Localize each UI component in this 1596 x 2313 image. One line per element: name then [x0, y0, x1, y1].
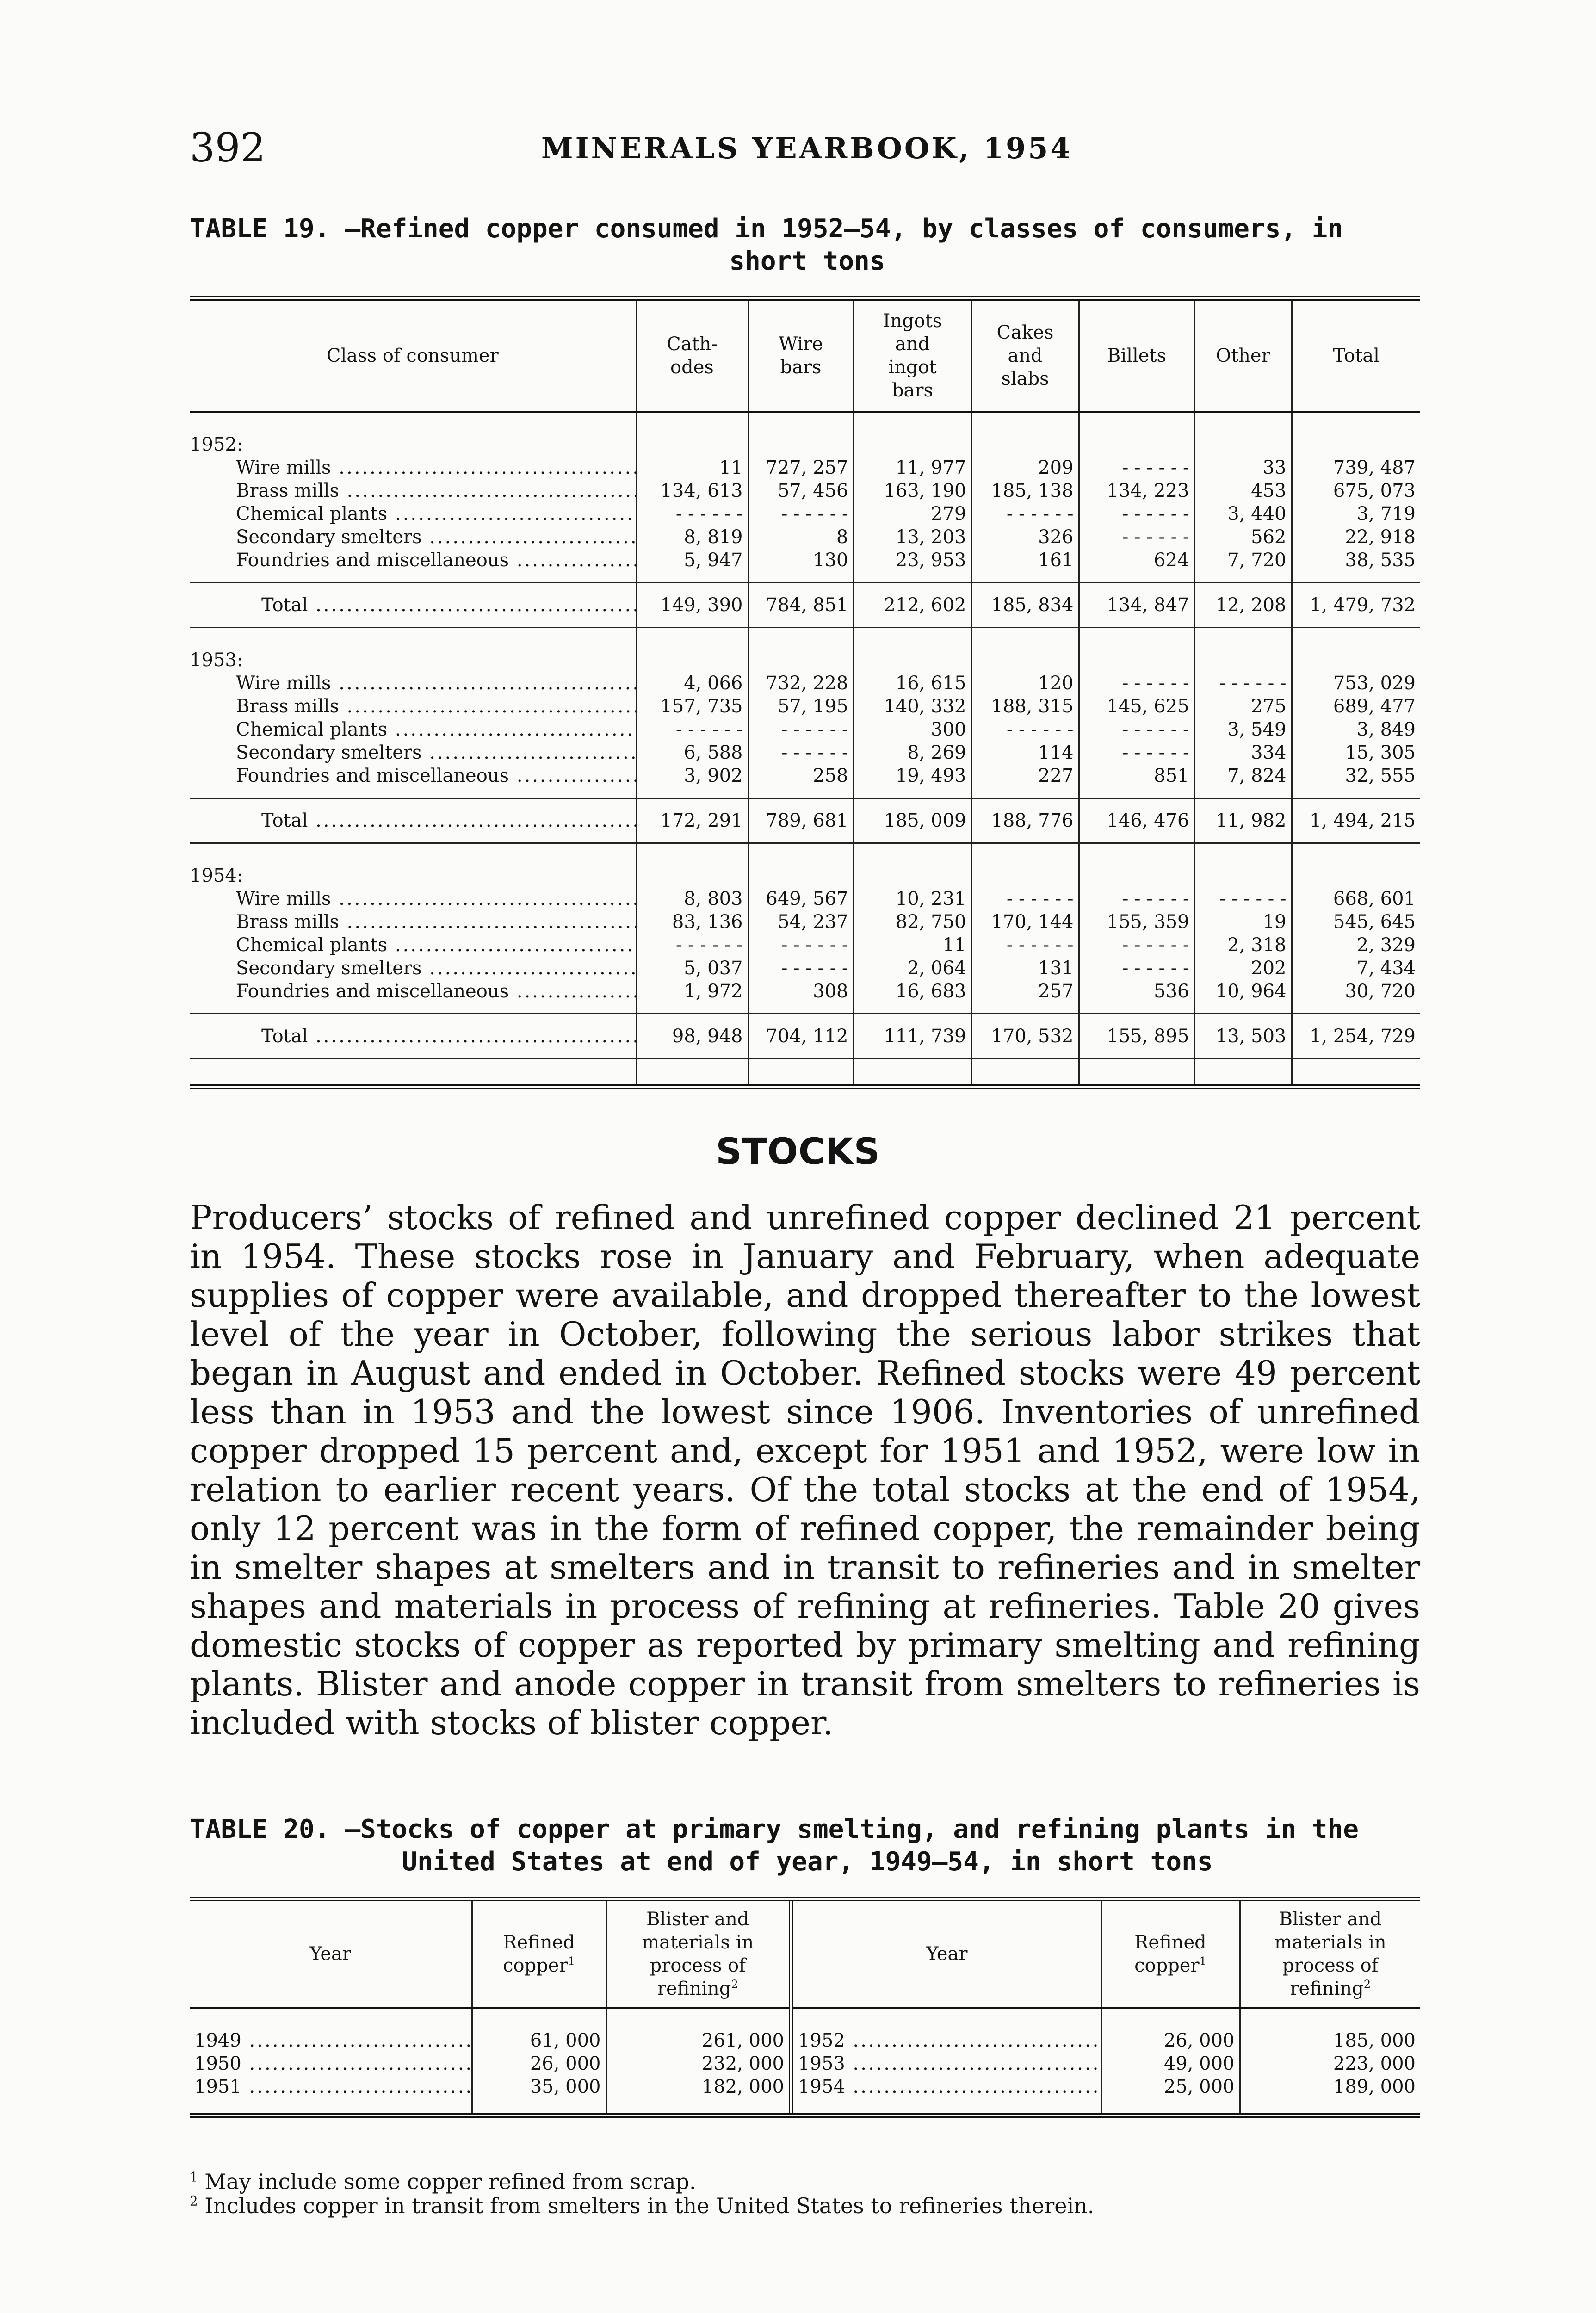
consumer-class: Brass mills ..... [190, 479, 636, 502]
cell-cathodes-blank [636, 934, 748, 957]
cell-other-blank [1194, 672, 1292, 695]
cell-other: 2, 318 [1194, 934, 1292, 957]
cell-total: 739, 487 [1292, 456, 1420, 479]
cell-total: 689, 477 [1292, 695, 1420, 718]
refined-cell: 26, 000 [472, 2052, 606, 2075]
total-cakes: 185, 834 [971, 583, 1079, 628]
total-row [190, 1014, 1420, 1059]
cell-other: 10, 964 [1194, 980, 1292, 1003]
total-total: 1, 479, 732 [1292, 583, 1420, 628]
cell-ingots: 8, 269 [854, 741, 971, 764]
table20-title-line1: —Stocks of copper at primary smelting, and refining plants in the [345, 1814, 1359, 1844]
table19 [190, 296, 1420, 1089]
total-other: 11, 982 [1194, 798, 1292, 843]
page-number: 392 [190, 125, 266, 171]
cell-cakes: 114 [971, 741, 1079, 764]
table-row [190, 456, 1420, 479]
header-cakes: Cakes and slabs [971, 298, 1079, 412]
year-cell: 1951 ..... [190, 2075, 472, 2098]
cell-ingots: 16, 683 [854, 980, 971, 1003]
cell-other: 3, 549 [1194, 718, 1292, 741]
table-row [190, 887, 1420, 910]
cell-ingots: 11, 977 [854, 456, 971, 479]
cell-wire-bars-blank [748, 718, 854, 741]
footnote-1: $^1$ May include some copper refined from scrap. [190, 2169, 696, 2194]
consumer-class: Secondary smelters ..... [190, 741, 636, 764]
refined-cell: 61, 000 [472, 2029, 606, 2052]
footnote-2: $^2$ Includes copper in transit from smelters in the United States to refineries therein. [190, 2193, 1095, 2218]
cell-total: 2, 329 [1292, 934, 1420, 957]
year-label: 1954: [190, 865, 243, 886]
cell-wire-bars: 727, 257 [748, 456, 854, 479]
cell-cathodes: 157, 735 [636, 695, 748, 718]
table19-caption [190, 213, 1425, 278]
total-other: 13, 503 [1194, 1014, 1292, 1059]
table-row [190, 2029, 1420, 2052]
table-row [190, 502, 1420, 526]
blister-cell-right: 223, 000 [1240, 2052, 1420, 2075]
cell-billets-blank [1079, 502, 1194, 526]
cell-ingots: 2, 064 [854, 957, 971, 980]
table-row [190, 2052, 1420, 2075]
cell-cathodes: 6, 588 [636, 741, 748, 764]
year-group-row [190, 649, 1420, 672]
cell-billets-blank [1079, 887, 1194, 910]
cell-billets-blank [1079, 741, 1194, 764]
cell-cathodes: 4, 066 [636, 672, 748, 695]
cell-ingots: 279 [854, 502, 971, 526]
total-ingots: 185, 009 [854, 798, 971, 843]
consumer-class: Foundries and miscellaneous ..... [190, 764, 636, 787]
consumer-class: Chemical plants ..... [190, 718, 636, 741]
header-year-right: Year [791, 1899, 1101, 2008]
total-total: 1, 494, 215 [1292, 798, 1420, 843]
total-label: Total ..... [190, 798, 636, 843]
table-row [190, 549, 1420, 572]
cell-cathodes: 1, 972 [636, 980, 748, 1003]
table20-body [190, 2008, 1420, 2115]
table-row [190, 2075, 1420, 2098]
consumer-class: Chemical plants ..... [190, 502, 636, 526]
cell-ingots: 140, 332 [854, 695, 971, 718]
table-row [190, 718, 1420, 741]
total-billets: 146, 476 [1079, 798, 1194, 843]
cell-wire-bars: 54, 237 [748, 910, 854, 934]
cell-total: 38, 535 [1292, 549, 1420, 572]
table-row [190, 980, 1420, 1003]
running-title: MINERALS YEARBOOK, 1954 [541, 131, 1073, 165]
table20-title-line2: United States at end of year, 1949–54, in short tons [402, 1847, 1213, 1877]
cell-total: 7, 434 [1292, 957, 1420, 980]
cell-billets-blank [1079, 957, 1194, 980]
consumer-class: Wire mills ..... [190, 672, 636, 695]
total-cakes: 170, 532 [971, 1014, 1079, 1059]
cell-other: 562 [1194, 526, 1292, 549]
header-class: Class of consumer [190, 298, 636, 412]
cell-wire-bars: 57, 456 [748, 479, 854, 502]
blister-cell-right: 185, 000 [1240, 2029, 1420, 2052]
cell-total: 3, 849 [1292, 718, 1420, 741]
cell-cakes-blank [971, 934, 1079, 957]
total-ingots: 111, 739 [854, 1014, 971, 1059]
cell-total: 30, 720 [1292, 980, 1420, 1003]
cell-wire-bars: 308 [748, 980, 854, 1003]
cell-cathodes: 5, 037 [636, 957, 748, 980]
cell-wire-bars-blank [748, 741, 854, 764]
table-row [190, 764, 1420, 787]
table20-caption [190, 1813, 1425, 1878]
cell-total: 32, 555 [1292, 764, 1420, 787]
table-row [190, 695, 1420, 718]
total-label: Total ..... [190, 583, 636, 628]
table19-label: TABLE 19. [190, 214, 330, 244]
footnotes [190, 2170, 1420, 2218]
consumer-class: Secondary smelters ..... [190, 957, 636, 980]
header-total: Total [1292, 298, 1420, 412]
consumer-class: Chemical plants ..... [190, 934, 636, 957]
cell-billets: 155, 359 [1079, 910, 1194, 934]
table20-label: TABLE 20. [190, 1814, 330, 1844]
year-cell-right: 1953 ..... [791, 2052, 1101, 2075]
cell-total: 668, 601 [1292, 887, 1420, 910]
cell-cathodes-blank [636, 502, 748, 526]
consumer-class: Wire mills ..... [190, 887, 636, 910]
year-cell-right: 1952 ..... [791, 2029, 1101, 2052]
cell-total: 675, 073 [1292, 479, 1420, 502]
total-cakes: 188, 776 [971, 798, 1079, 843]
cell-cakes: 120 [971, 672, 1079, 695]
cell-total: 3, 719 [1292, 502, 1420, 526]
cell-ingots: 13, 203 [854, 526, 971, 549]
table20 [190, 1897, 1420, 2118]
cell-ingots: 82, 750 [854, 910, 971, 934]
cell-ingots: 19, 493 [854, 764, 971, 787]
total-billets: 134, 847 [1079, 583, 1194, 628]
table-row [190, 741, 1420, 764]
cell-cathodes: 8, 819 [636, 526, 748, 549]
cell-cakes: 257 [971, 980, 1079, 1003]
stocks-paragraph: Producers’ stocks of refined and unrefined copper declined 21 percent in 1954. These stocks rose in January and February, when adequate supplies of copper were available, and dropped thereafter to the lowest level of the year in October, following the serious labor strikes that began in August and ended in October. Refined stocks were 49 percent less than in 1953 and the lowest since 1906. Inventories of unrefined copper dropped 15 percent and, except for 1951 and 1952, were low in relation to earlier recent years. Of the total stocks at the end of 1954, only 12 percent was in the form of refined copper, the remainder being in smelter shapes at smelters and in transit to refineries and in smelter shapes and materials in process of refining at refineries. Table 20 gives domestic stocks of copper as reported by primary smelting and refining plants. Blister and anode copper in transit from smelters to refineries is included with stocks of blister copper. [190, 1198, 1420, 1742]
blister-cell: 261, 000 [606, 2029, 791, 2052]
year-group-row [190, 864, 1420, 887]
cell-billets: 851 [1079, 764, 1194, 787]
cell-other: 3, 440 [1194, 502, 1292, 526]
year-cell-right: 1954 ..... [791, 2075, 1101, 2098]
header-blister-left: Blister and materials in process of refining$^2$ [606, 1899, 791, 2008]
total-label: Total ..... [190, 1014, 636, 1059]
cell-wire-bars: 57, 195 [748, 695, 854, 718]
cell-cakes: 227 [971, 764, 1079, 787]
refined-cell-right: 49, 000 [1101, 2052, 1240, 2075]
cell-billets-blank [1079, 456, 1194, 479]
cell-cathodes: 5, 947 [636, 549, 748, 572]
refined-cell: 35, 000 [472, 2075, 606, 2098]
cell-cathodes-blank [636, 718, 748, 741]
total-wire-bars: 784, 851 [748, 583, 854, 628]
cell-cakes: 209 [971, 456, 1079, 479]
cell-other: 19 [1194, 910, 1292, 934]
header-cathodes: Cath- odes [636, 298, 748, 412]
consumer-class: Foundries and miscellaneous ..... [190, 980, 636, 1003]
cell-ingots: 10, 231 [854, 887, 971, 910]
table19-title-line1: —Refined copper consumed in 1952–54, by classes of consumers, in [345, 214, 1343, 244]
header-blister-right: Blister and materials in process of refining$^2$ [1240, 1899, 1420, 2008]
total-row [190, 798, 1420, 843]
year-label: 1952: [190, 434, 243, 455]
table-row [190, 934, 1420, 957]
cell-other: 334 [1194, 741, 1292, 764]
refined-cell-right: 25, 000 [1101, 2075, 1240, 2098]
cell-billets: 145, 625 [1079, 695, 1194, 718]
cell-cakes: 170, 144 [971, 910, 1079, 934]
header-billets: Billets [1079, 298, 1194, 412]
cell-total: 545, 645 [1292, 910, 1420, 934]
cell-wire-bars: 732, 228 [748, 672, 854, 695]
cell-wire-bars-blank [748, 502, 854, 526]
cell-cakes: 131 [971, 957, 1079, 980]
header-refined-left: Refined copper$^1$ [472, 1899, 606, 2008]
cell-other-blank [1194, 887, 1292, 910]
cell-billets-blank [1079, 672, 1194, 695]
cell-cakes: 188, 315 [971, 695, 1079, 718]
total-other: 12, 208 [1194, 583, 1292, 628]
cell-billets: 134, 223 [1079, 479, 1194, 502]
cell-billets-blank [1079, 934, 1194, 957]
blister-cell: 232, 000 [606, 2052, 791, 2075]
table-row [190, 910, 1420, 934]
cell-total: 753, 029 [1292, 672, 1420, 695]
year-label: 1953: [190, 649, 243, 671]
total-total: 1, 254, 729 [1292, 1014, 1420, 1059]
cell-wire-bars: 130 [748, 549, 854, 572]
total-ingots: 212, 602 [854, 583, 971, 628]
cell-cakes-blank [971, 887, 1079, 910]
cell-billets-blank [1079, 526, 1194, 549]
header-wire-bars: Wire bars [748, 298, 854, 412]
cell-cathodes: 3, 902 [636, 764, 748, 787]
total-wire-bars: 789, 681 [748, 798, 854, 843]
blister-cell: 182, 000 [606, 2075, 791, 2098]
consumer-class: Brass mills ..... [190, 695, 636, 718]
cell-ingots: 23, 953 [854, 549, 971, 572]
consumer-class: Wire mills ..... [190, 456, 636, 479]
table-row [190, 957, 1420, 980]
cell-wire-bars: 8 [748, 526, 854, 549]
total-cathodes: 172, 291 [636, 798, 748, 843]
cell-wire-bars-blank [748, 957, 854, 980]
cell-cakes: 326 [971, 526, 1079, 549]
total-wire-bars: 704, 112 [748, 1014, 854, 1059]
total-row [190, 583, 1420, 628]
table-row [190, 479, 1420, 502]
cell-cathodes: 11 [636, 456, 748, 479]
cell-ingots: 16, 615 [854, 672, 971, 695]
table-row [190, 672, 1420, 695]
cell-cakes-blank [971, 718, 1079, 741]
table20-header-row [190, 1899, 1420, 2008]
table19-header-row [190, 298, 1420, 412]
cell-billets: 624 [1079, 549, 1194, 572]
cell-billets: 536 [1079, 980, 1194, 1003]
total-billets: 155, 895 [1079, 1014, 1194, 1059]
running-head [190, 125, 1420, 176]
table19-title-line2: short tons [729, 246, 885, 276]
blister-cell-right: 189, 000 [1240, 2075, 1420, 2098]
cell-other: 202 [1194, 957, 1292, 980]
cell-ingots: 163, 190 [854, 479, 971, 502]
year-cell: 1949 ..... [190, 2029, 472, 2052]
header-other: Other [1194, 298, 1292, 412]
cell-other: 7, 720 [1194, 549, 1292, 572]
cell-cakes: 161 [971, 549, 1079, 572]
cell-total: 15, 305 [1292, 741, 1420, 764]
header-refined-right: Refined copper$^1$ [1101, 1899, 1240, 2008]
year-cell: 1950 ..... [190, 2052, 472, 2075]
cell-wire-bars-blank [748, 934, 854, 957]
header-ingots: Ingots and ingot bars [854, 298, 971, 412]
table-row [190, 526, 1420, 549]
cell-other: 453 [1194, 479, 1292, 502]
cell-other: 275 [1194, 695, 1292, 718]
consumer-class: Secondary smelters ..... [190, 526, 636, 549]
cell-cathodes: 8, 803 [636, 887, 748, 910]
refined-cell-right: 26, 000 [1101, 2029, 1240, 2052]
cell-other: 7, 824 [1194, 764, 1292, 787]
cell-wire-bars: 649, 567 [748, 887, 854, 910]
total-cathodes: 98, 948 [636, 1014, 748, 1059]
cell-ingots: 11 [854, 934, 971, 957]
cell-ingots: 300 [854, 718, 971, 741]
cell-cakes-blank [971, 502, 1079, 526]
cell-cakes: 185, 138 [971, 479, 1079, 502]
cell-wire-bars: 258 [748, 764, 854, 787]
stocks-heading: STOCKS [716, 1131, 880, 1173]
total-cathodes: 149, 390 [636, 583, 748, 628]
cell-other: 33 [1194, 456, 1292, 479]
cell-total: 22, 918 [1292, 526, 1420, 549]
consumer-class: Foundries and miscellaneous ..... [190, 549, 636, 572]
table19-body [190, 412, 1420, 1087]
consumer-class: Brass mills ..... [190, 910, 636, 934]
year-group-row [190, 433, 1420, 456]
header-year-left: Year [190, 1899, 472, 2008]
cell-cathodes: 83, 136 [636, 910, 748, 934]
cell-billets-blank [1079, 718, 1194, 741]
cell-cathodes: 134, 613 [636, 479, 748, 502]
